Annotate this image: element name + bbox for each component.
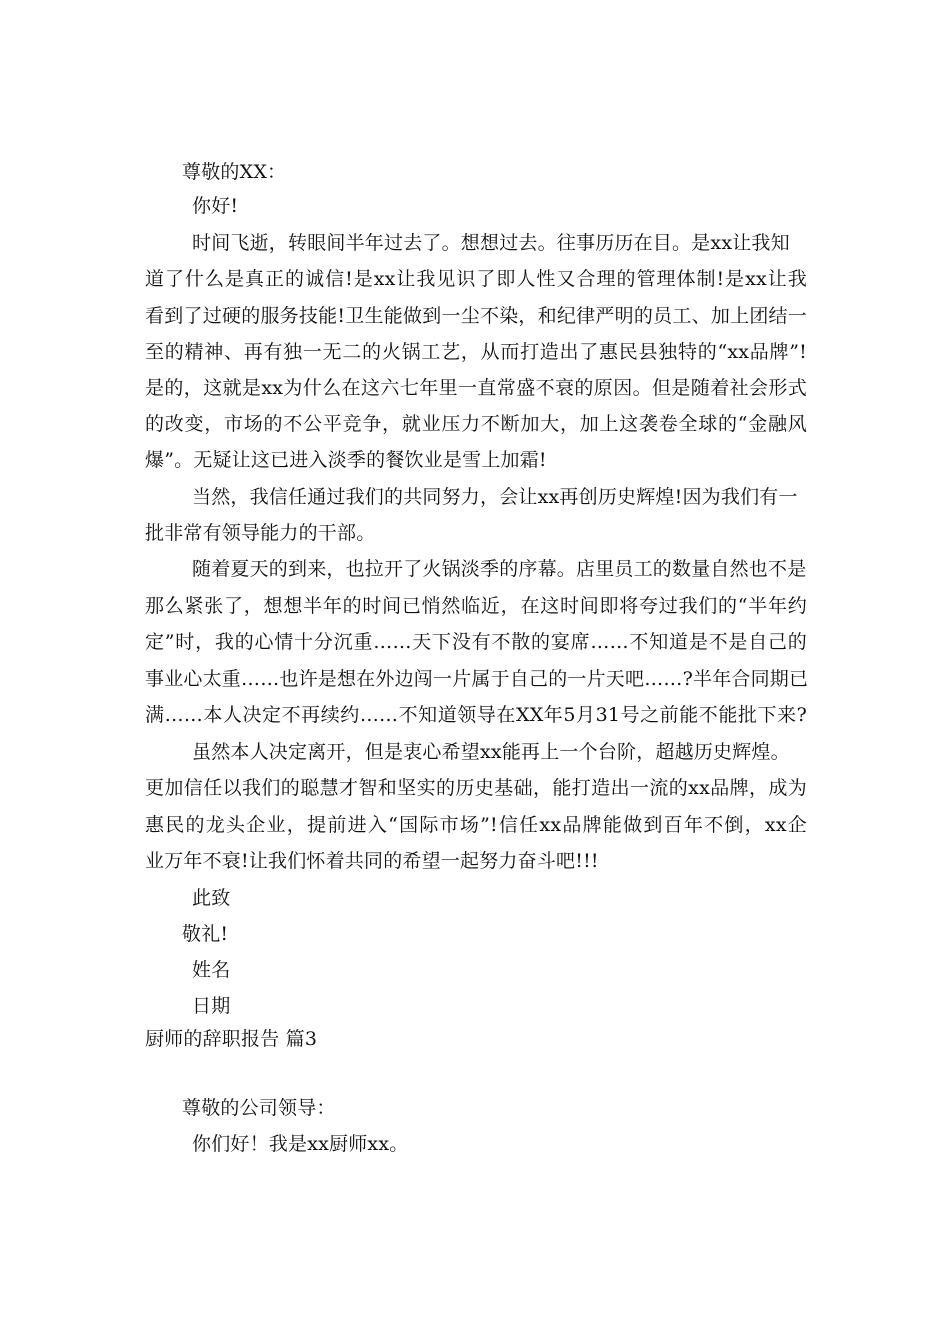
paragraph-1-line-2: 道了什么是真正的诚信!是xx让我见识了即人性又合理的管理体制!是xx让我: [145, 268, 807, 290]
paragraph-2-line-2: 批非常有领导能力的干部。: [145, 522, 376, 544]
paragraph-1-line-7: 爆”。无疑让这已进入淡季的餐饮业是雪上加霜!: [145, 449, 547, 471]
paragraph-1-line-6: 的改变，市场的不公平竞争，就业压力不断加大，加上这袭卷全球的“金融风: [145, 413, 807, 435]
paragraph-3-line-1: 随着夏天的到来，也拉开了火锅淡季的序幕。店里员工的数量自然也不是: [192, 558, 807, 580]
paragraph-1-line-1: 时间飞逝，转眼间半年过去了。想想过去。往事历历在目。是xx让我知: [192, 232, 790, 254]
paragraph-4-line-2: 更加信任以我们的聪慧才智和坚实的历史基础，能打造出一流的xx品牌，成为: [145, 777, 807, 799]
signature-name: 姓名: [192, 959, 231, 981]
closing-jing-li: 敬礼!: [182, 923, 229, 945]
second-letter-salutation: 尊敬的公司领导：: [182, 1097, 336, 1119]
paragraph-3-line-5: 满……本人决定不再续约……不知道领导在XX年5月31号之前能不能批下来?: [145, 704, 807, 726]
paragraph-1-line-5: 是的，这就是xx为什么在这六七年里一直常盛不衰的原因。但是随着社会形式: [145, 377, 807, 399]
section-title: 厨师的辞职报告 篇3: [145, 1028, 318, 1050]
signature-date: 日期: [192, 995, 231, 1017]
paragraph-3-line-3: 定”时，我的心情十分沉重……天下没有不散的宴席……不知道是不是自己的: [145, 631, 807, 653]
paragraph-4-line-1: 虽然本人决定离开，但是衷心希望xx能再上一个台阶，超越历史辉煌。: [192, 741, 790, 763]
closing-ci-zhi: 此致: [192, 887, 231, 909]
paragraph-4-line-4: 业万年不衰!让我们怀着共同的希望一起努力奋斗吧!!!: [145, 850, 599, 872]
paragraph-1-line-4: 至的精神、再有独一无二的火锅工艺，从而打造出了惠民县独特的“xx品牌”!: [145, 341, 807, 363]
salutation: 尊敬的XX：: [182, 161, 287, 183]
paragraph-1-line-3: 看到了过硬的服务技能!卫生能做到一尘不染，和纪律严明的员工、加上团结一: [145, 305, 807, 327]
paragraph-4-line-3: 惠民的龙头企业，提前进入“国际市场”!信任xx品牌能做到百年不倒，xx企: [145, 814, 807, 836]
second-letter-greeting: 你们好！我是xx厨师xx。: [192, 1133, 409, 1155]
paragraph-3-line-4: 事业心太重……也许是想在外边闯一片属于自己的一片天吧……?半年合同期已: [145, 668, 809, 690]
paragraph-3-line-2: 那么紧张了，想想半年的时间已悄然临近，在这时间即将夸过我们的“半年约: [145, 595, 807, 617]
paragraph-2-line-1: 当然，我信任通过我们的共同努力，会让xx再创历史辉煌!因为我们有一: [192, 486, 798, 508]
greeting: 你好!: [192, 195, 239, 217]
